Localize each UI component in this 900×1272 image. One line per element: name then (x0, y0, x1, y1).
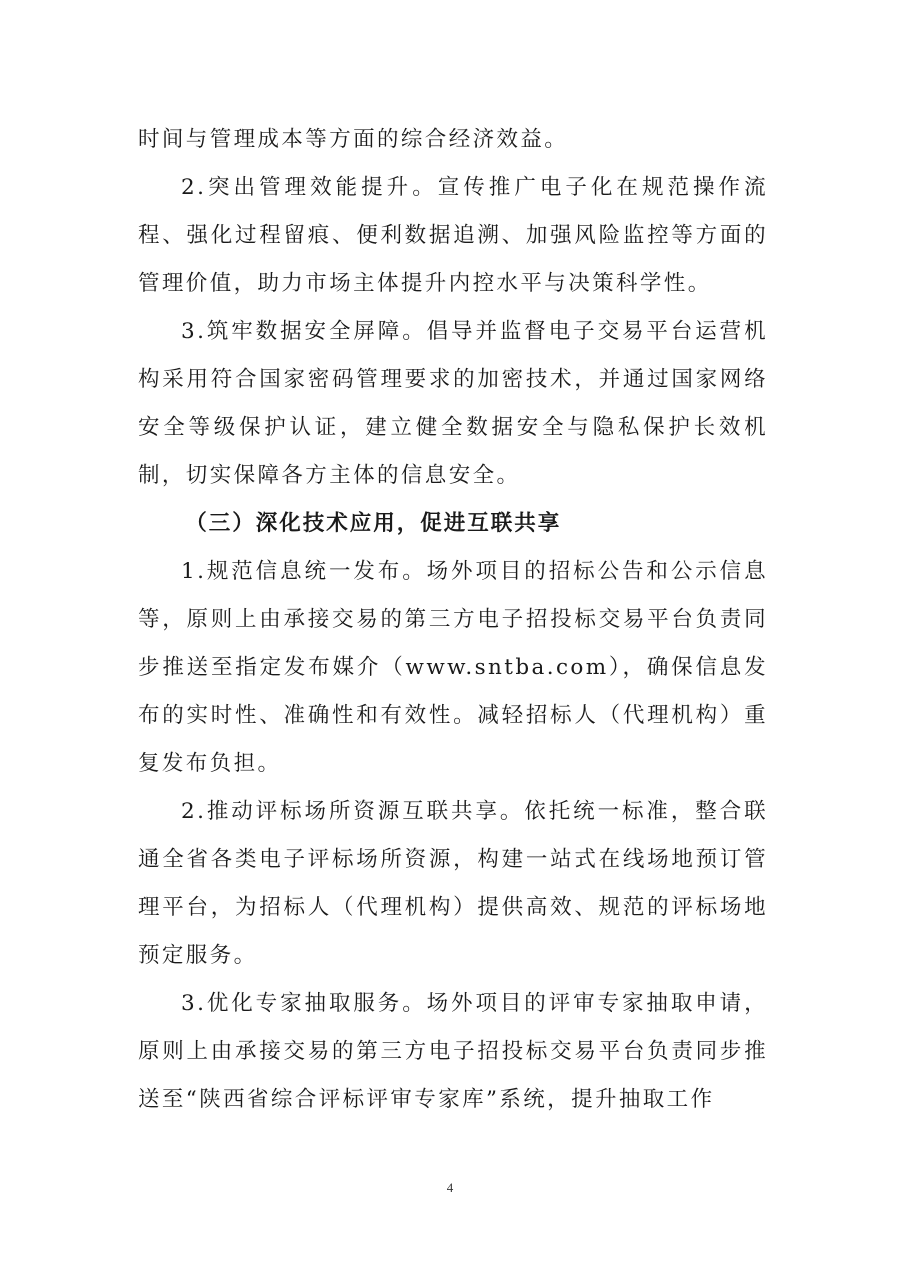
paragraph-management-efficiency: 2.突出管理效能提升。宣传推广电子化在规范操作流程、强化过程留痕、便利数据追溯、加强风险监控等方面的管理价值，助力市场主体提升内控水平与决策科学性。 (138, 175, 768, 296)
paragraph-data-security: 3.筑牢数据安全屏障。倡导并监督电子交易平台运营机构采用符合国家密码管理要求的加密技术，并通过国家网络安全等级保护认证，建立健全数据安全与隐私保护长效机制，切实保障各方主体的信息安全。 (138, 319, 768, 488)
paragraph-expert-selection: 3.优化专家抽取服务。场外项目的评审专家抽取申请，原则上由承接交易的第三方电子招投标交易平台负责同步推送至“陕西省综合评标评审专家库”系统，提升抽取工作 (138, 991, 768, 1112)
paragraph-venue-sharing: 2.推动评标场所资源互联共享。依托统一标准，整合联通全省各类电子评标场所资源，构建一站式在线场地预订管理平台，为招标人（代理机构）提供高效、规范的评标场地预定服务。 (138, 799, 768, 968)
page-number: 4 (446, 1180, 454, 1195)
document-body (138, 116, 768, 1124)
paragraph-info-publishing: 1.规范信息统一发布。场外项目的招标公告和公示信息等，原则上由承接交易的第三方电子招投标交易平台负责同步推送至指定发布媒介（www.sntba.com），确保信息发布的实时性、准确性和有效性。减轻招标人（代理机构）重复发布负担。 (138, 559, 768, 776)
section-heading-three: （三）深化技术应用，促进互联共享 (185, 511, 562, 536)
paragraph-continuation: 时间与管理成本等方面的综合经济效益。 (138, 127, 569, 152)
